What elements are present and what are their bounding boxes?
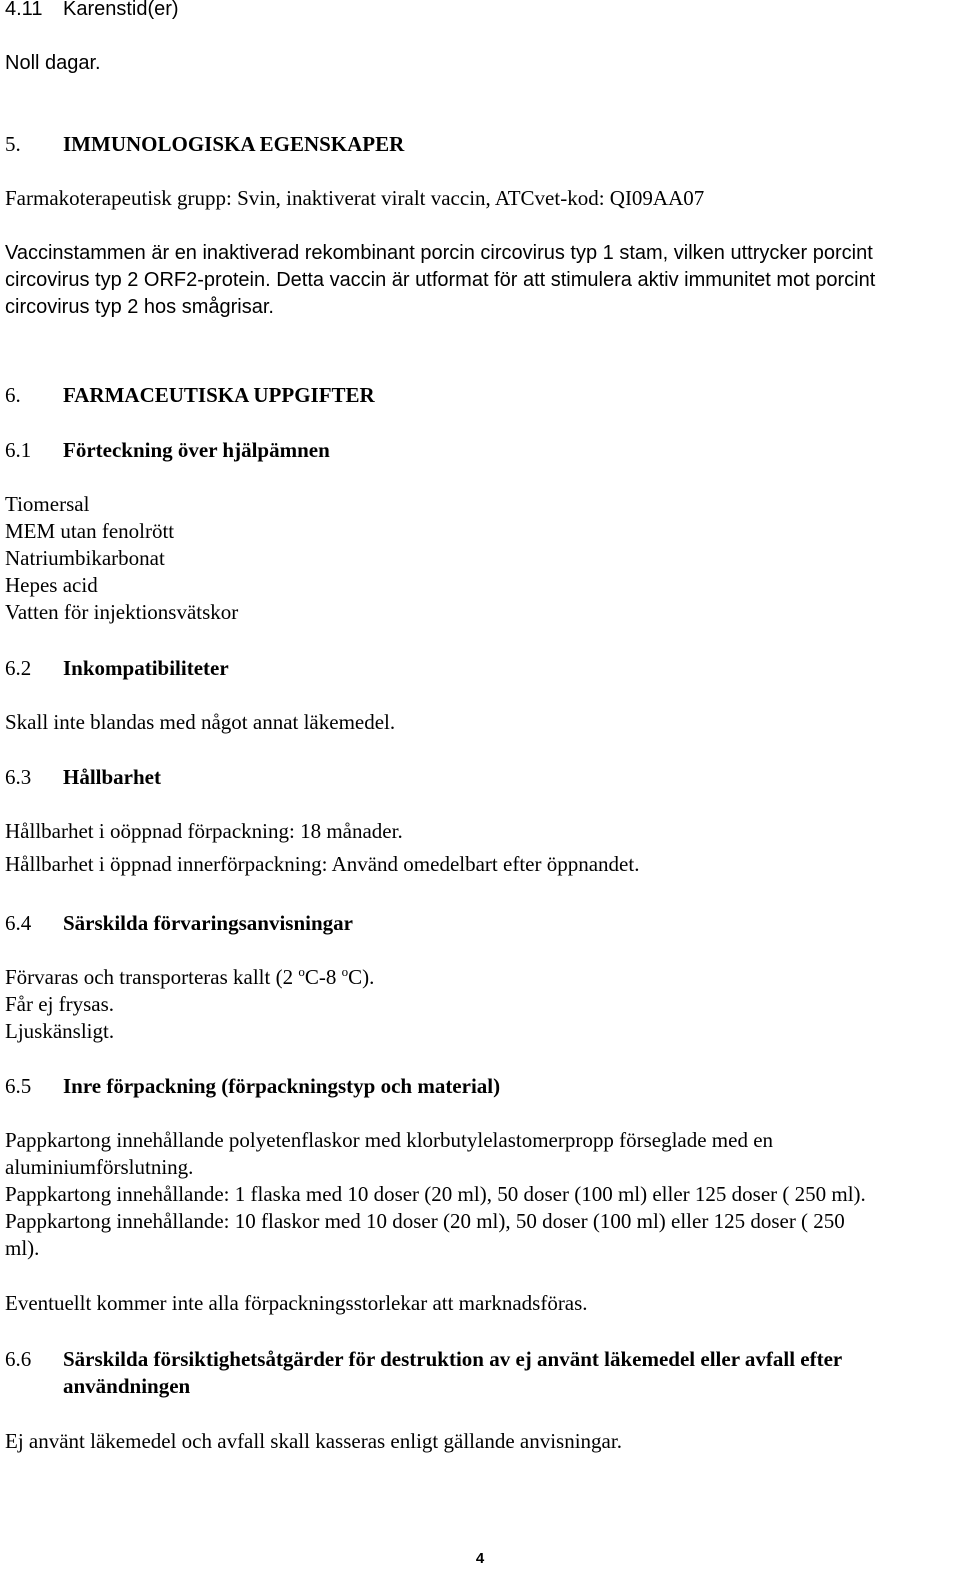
section-heading-6-6 — [5, 1346, 842, 1373]
package-line: Pappkartong innehållande: 10 flaskor med 10 doser (20 ml), 50 doser (100 ml) eller 125 doser ( 250 — [5, 1209, 845, 1233]
section-number: 6.4 — [5, 911, 32, 935]
section-number: 4.11 — [5, 0, 43, 20]
package-line: ml). — [5, 1236, 40, 1260]
section-title: Karenstid(er) — [63, 0, 179, 20]
section-heading-6 — [5, 382, 375, 409]
section-number: 6. — [5, 383, 21, 407]
section-title: Inre förpackning (förpackningstyp och material) — [63, 1074, 501, 1098]
section-number: 6.5 — [5, 1074, 32, 1098]
package-note: Eventuellt kommer inte alla förpackningsstorlekar att marknadsföras. — [5, 1291, 588, 1315]
section-heading-6-4 — [5, 910, 353, 937]
excipient-item: MEM utan fenolrött — [5, 519, 175, 543]
paragraph-line: circovirus typ 2 hos smågrisar. — [5, 296, 274, 318]
section-number: 6.3 — [5, 765, 32, 789]
package-line: Pappkartong innehållande polyetenflaskor med klorbutylelastomerpropp förseglade med en — [5, 1128, 774, 1152]
section-heading-6-1 — [5, 437, 330, 464]
section-title: IMMUNOLOGISKA EGENSKAPER — [63, 132, 405, 156]
section-number: 6.6 — [5, 1347, 32, 1371]
section-title: Särskilda försiktighetsåtgärder för destruktion av ej använt läkemedel eller avfall efter — [63, 1347, 843, 1371]
degree-superscript: o — [298, 964, 305, 979]
incompatibility-text: Skall inte blandas med något annat läkemedel. — [5, 710, 396, 734]
section-number: 6.1 — [5, 438, 32, 462]
text-span: Förvaras och transporteras kallt (2 — [5, 965, 299, 989]
section-title: Inkompatibiliteter — [63, 656, 229, 680]
excipient-item: Tiomersal — [5, 492, 90, 516]
page-number: 4 — [475, 1550, 485, 1567]
section-title: Hållbarhet — [63, 765, 161, 789]
section-heading-6-3 — [5, 764, 161, 791]
section-heading-4-11 — [5, 0, 179, 23]
text-span: circovirus typ 2 ORF2-protein. — [5, 269, 271, 291]
excipient-item: Natriumbikarbonat — [5, 546, 165, 570]
pharmacotherapeutic-group: Farmakoterapeutisk grupp: Svin, inaktiverat viralt vaccin, ATCvet-kod: QI09AA07 — [5, 186, 705, 210]
paragraph-line: Vaccinstammen är en inaktiverad rekombinant porcin circovirus typ 1 stam, vilken uttrycker porcint — [5, 242, 873, 264]
storage-line: Får ej frysas. — [5, 992, 115, 1016]
section-title: Förteckning över hjälpämnen — [63, 438, 330, 462]
section-heading-5 — [5, 131, 404, 158]
section-number: 5. — [5, 132, 21, 156]
section-number: 6.2 — [5, 656, 32, 680]
excipient-item: Vatten för injektionsvätskor — [5, 600, 239, 624]
text-span: Detta vaccin är utformat för att stimulera aktiv immunitet mot porcint — [276, 269, 876, 291]
shelf-life-line: Hållbarhet i oöppnad förpackning: 18 månader. — [5, 819, 403, 843]
section-heading-6-5 — [5, 1073, 500, 1100]
paragraph-line — [5, 267, 875, 294]
text-span: C-8 — [304, 965, 342, 989]
shelf-life-line: Hållbarhet i öppnad innerförpackning: Använd omedelbart efter öppnandet. — [5, 852, 640, 876]
section-heading-6-2 — [5, 655, 229, 682]
degree-superscript: o — [341, 964, 349, 979]
package-line: Pappkartong innehållande: 1 flaska med 10 doser (20 ml), 50 doser (100 ml) eller 125 doser ( 250 ml). — [5, 1182, 866, 1206]
section-title: FARMACEUTISKA UPPGIFTER — [63, 383, 375, 407]
storage-line: Ljuskänsligt. — [5, 1019, 115, 1043]
excipient-item: Hepes acid — [5, 573, 98, 597]
section-title-continuation: användningen — [63, 1374, 191, 1398]
section-title: Särskilda förvaringsanvisningar — [63, 911, 353, 935]
disposal-text: Ej använt läkemedel och avfall skall kasseras enligt gällande anvisningar. — [5, 1429, 622, 1453]
package-line: aluminiumförslutning. — [5, 1155, 194, 1179]
text-span: C). — [348, 965, 375, 989]
withdrawal-period-text: Noll dagar. — [5, 52, 101, 74]
storage-temperature — [5, 964, 374, 991]
